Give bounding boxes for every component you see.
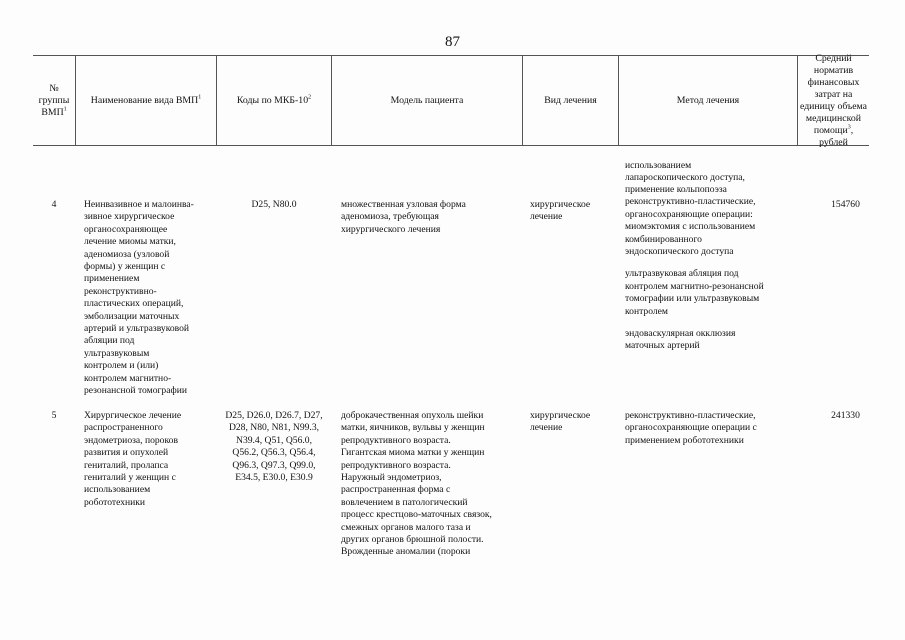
vmp-name: Хирургическое лечение распространенного эндометриоза, пороков развития и опухолей гениталий, пролапса гениталий у женщин с использованием робототехники xyxy=(84,410,182,508)
average-cost: 241330 xyxy=(831,410,860,421)
patient-model: доброкачественная опухоль шейки матки, яичников, вульвы у женщин репродуктивного возраста. Гигантская миома матки у женщин репродуктивного возраста. Наружный эндометриоз, распространенная форма с вовлечением в патологический процесс крестцово-маточных связок, смежных органов малого таза и других органов брюшной полости. Врожденные аномалии (пороки xyxy=(341,410,492,558)
icd-codes: D25, D26.0, D26.7, D27, D28, N80, N81, N99.3, N39.4, Q51, Q56.0, Q56.2, Q56.3, Q56.4, Q96.3, Q97.3, Q99.0, E34.5, E30.0, E30.9 xyxy=(225,410,323,484)
header-average-cost: Средний норматив финансовых затрат на единицу объема медицинской помощи$^3$, рублей xyxy=(799,52,868,148)
treatment-method: реконструктивно-пластические, органосохраняющие операции с применением робототехники xyxy=(625,410,757,446)
average-cost: 154760 xyxy=(831,199,860,210)
treatment-type: хирургическое лечение xyxy=(530,410,591,434)
header-vmp-name: Наименование вида ВМП$^1$ xyxy=(90,94,202,106)
page-number: 87 xyxy=(445,34,460,50)
patient-model: множественная узловая форма аденомиоза, требующая хирургического лечения xyxy=(341,199,466,235)
treatment-method: ультразвуковая абляция под контролем магнитно-резонансной томографии или ультразвуковым контролем xyxy=(625,268,764,317)
header-group-number: № группы ВМП$^1$ xyxy=(38,82,70,118)
header-patient-model: Модель пациента xyxy=(390,94,464,106)
icd-codes: D25, N80.0 xyxy=(251,199,297,210)
method-continuation: использованием лапароскопического доступа, xyxy=(625,160,745,184)
header-treatment-method: Метод лечения xyxy=(676,94,740,106)
header-treatment-type: Вид лечения xyxy=(544,94,597,106)
group-number: 5 xyxy=(51,410,57,421)
treatment-method: применение кольпопоэза реконструктивно-пластические, органосохраняющие операции: миомэктомия с использованием комбинированного эндоскопического доступа xyxy=(625,184,756,258)
header-icd-codes: Коды по МКБ-$10^2$ xyxy=(236,94,312,106)
table-header-bottom-border xyxy=(33,145,869,146)
treatment-method: эндоваскулярная окклюзия маточных артерий xyxy=(625,328,736,352)
vmp-name: Неинвазивное и малоинва- зивное хирургическое органосохраняющее лечение миомы матки, аденомиоза (узловой формы) у женщин с применением реконструктивно- пластических операций, эмболизации маточных артерий и ультразвуковой абляции под ультразвуковым контролем и (или) контролем магнитно- резонансной томографии xyxy=(84,199,194,397)
treatment-methods xyxy=(625,184,795,363)
treatment-methods xyxy=(625,410,795,457)
treatment-type: хирургическое лечение xyxy=(530,199,591,223)
group-number: 4 xyxy=(51,199,57,210)
